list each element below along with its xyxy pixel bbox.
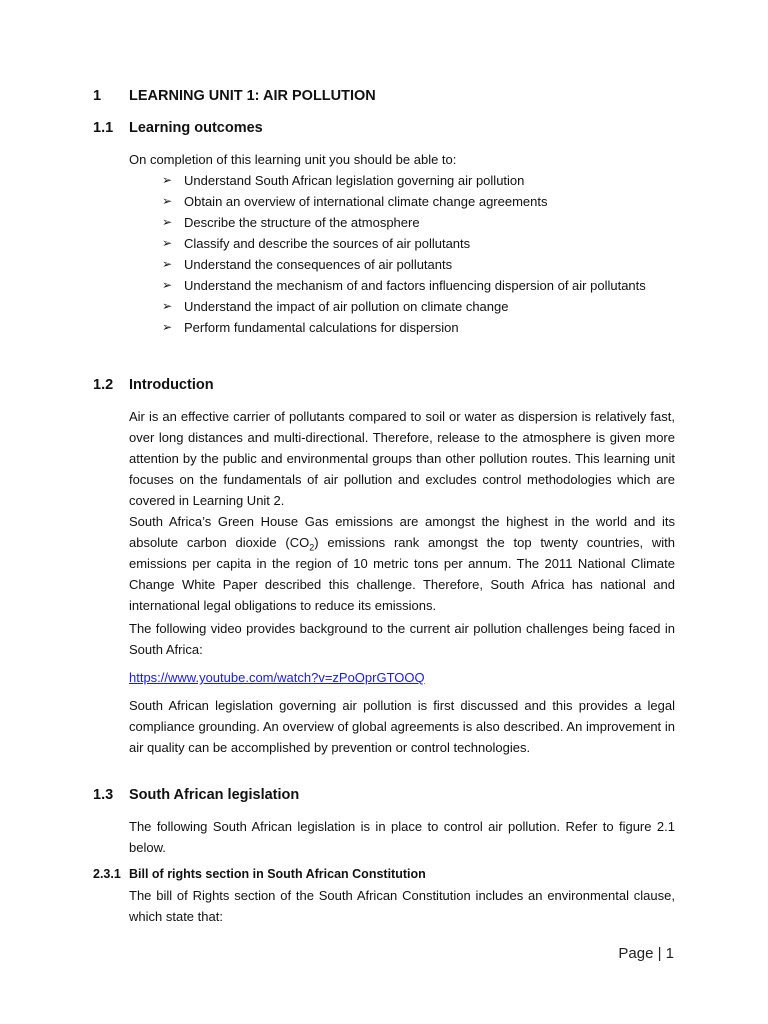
section-2-3-1-title: Bill of rights section in South African Constitution	[129, 867, 426, 881]
chapter-number: 1	[93, 88, 102, 104]
learning-outcome-item	[129, 275, 689, 296]
learning-outcome-text: Understand South African legislation governing air pollution	[184, 173, 525, 188]
chapter-title: LEARNING UNIT 1: AIR POLLUTION	[129, 88, 376, 104]
learning-outcome-item	[129, 191, 689, 212]
bill-of-rights-paragraph: The bill of Rights section of the South African Constitution includes an environmental clause, which state that:	[129, 888, 675, 924]
paragraph-2-part-a: South Africa’s Green House Gas emissions are amongst the highest in the world and its absolute carbon dioxide (CO	[129, 514, 675, 550]
paragraph-2-part-b: ) emissions rank amongst the top twenty countries, with emissions per capita in the region of 10 metric tons per annum. The 2011 National Climate Change White Paper described this challenge. Therefore, South Africa has national and international legal obligations to reduce its emissions.	[129, 535, 675, 613]
learning-outcome-item	[129, 317, 689, 338]
section-1-3-number: 1.3	[93, 787, 114, 803]
learning-outcome-text: Classify and describe the sources of air pollutants	[184, 236, 471, 251]
learning-outcomes-intro: On completion of this learning unit you should be able to:	[129, 152, 457, 167]
section-2-3-1-number: 2.3.1	[93, 867, 121, 881]
section-1-1-title: Learning outcomes	[129, 120, 263, 136]
page-number: Page | 1	[618, 945, 674, 962]
learning-outcome-item	[129, 233, 689, 254]
section-1-2-number: 1.2	[93, 377, 114, 393]
arrow-bullet-icon: ➢	[162, 320, 173, 334]
learning-outcome-text: Obtain an overview of international climate change agreements	[184, 194, 548, 209]
introduction-paragraph-2	[129, 511, 675, 616]
learning-outcome-text: Understand the consequences of air pollutants	[184, 257, 453, 272]
learning-outcome-item	[129, 170, 689, 191]
arrow-bullet-icon: ➢	[162, 173, 173, 187]
learning-outcomes-list	[129, 170, 689, 338]
arrow-bullet-icon: ➢	[162, 257, 173, 271]
learning-outcome-item	[129, 254, 689, 275]
arrow-bullet-icon: ➢	[162, 299, 173, 313]
legislation-paragraph: The following South African legislation is in place to control air pollution. Refer to figure 2.1 below.	[129, 819, 675, 855]
section-1-1-number: 1.1	[93, 120, 114, 136]
section-1-3-title: South African legislation	[129, 787, 300, 803]
arrow-bullet-icon: ➢	[162, 236, 173, 250]
learning-outcome-item	[129, 296, 689, 317]
introduction-paragraph-1: Air is an effective carrier of pollutants compared to soil or water as dispersion is relatively fast, over long distances and multi-directional. Therefore, release to the atmosphere is given more attention by the public and environmental groups than other pollution routes. This learning unit focuses on the fundamentals of air pollution and excludes control methodologies which are covered in Learning Unit 2.	[129, 409, 675, 508]
arrow-bullet-icon: ➢	[162, 194, 173, 208]
introduction-paragraph-4: South African legislation governing air pollution is first discussed and this provides a legal compliance grounding. An overview of global agreements is also described. An improvement in air quality can be accomplished by prevention or control technologies.	[129, 698, 675, 755]
learning-outcome-text: Perform fundamental calculations for dispersion	[184, 320, 459, 335]
introduction-body	[129, 406, 675, 758]
introduction-paragraph-3: The following video provides background to the current air pollution challenges being faced in South Africa:	[129, 621, 675, 657]
section-1-2-title: Introduction	[129, 377, 214, 393]
arrow-bullet-icon: ➢	[162, 278, 173, 292]
learning-outcome-text: Understand the impact of air pollution on climate change	[184, 299, 509, 314]
learning-outcome-text: Describe the structure of the atmosphere	[184, 215, 420, 230]
learning-outcome-text: Understand the mechanism of and factors influencing dispersion of air pollutants	[184, 278, 646, 293]
co2-subscript: 2	[309, 542, 315, 553]
youtube-video-link[interactable]: https://www.youtube.com/watch?v=zPoOprGTOOQ	[129, 670, 425, 685]
learning-outcome-item	[129, 212, 689, 233]
arrow-bullet-icon: ➢	[162, 215, 173, 229]
